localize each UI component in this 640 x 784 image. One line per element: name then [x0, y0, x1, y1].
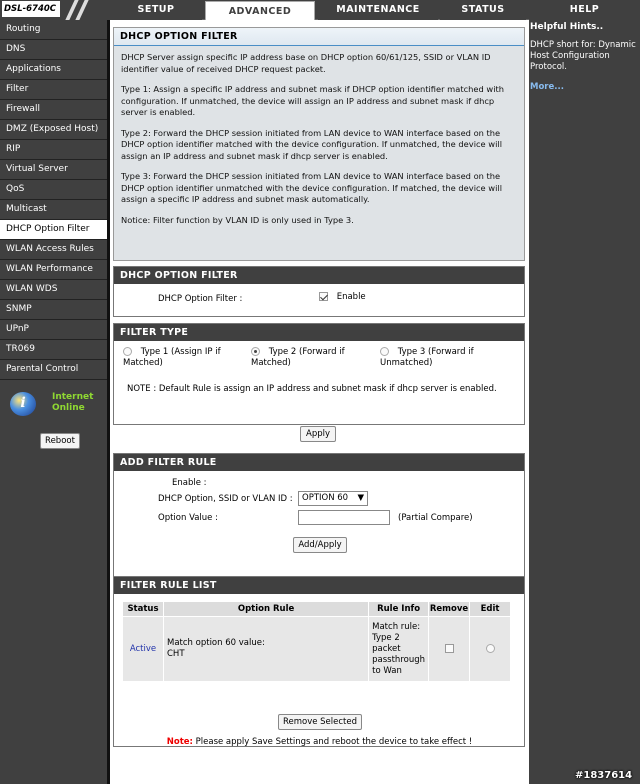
- type3-label: Type 3 (Forward if: [397, 347, 474, 357]
- type2-label: Type 2 (Forward if: [268, 347, 345, 357]
- sidebar-item-dhcp-option-filter[interactable]: DHCP Option Filter: [0, 220, 107, 240]
- filter-enable-text: Enable: [336, 292, 366, 302]
- sidebar: [0, 20, 110, 784]
- intro-panel: [113, 27, 525, 261]
- add-apply-button[interactable]: Add/Apply: [293, 537, 347, 553]
- filter-enable-checkbox[interactable]: [319, 292, 328, 301]
- chevron-down-icon: ▼: [357, 493, 364, 503]
- col-edit: Edit: [470, 602, 510, 616]
- hints-title: Helpful Hints..: [530, 22, 604, 32]
- rule-option-line2: CHT: [167, 649, 185, 659]
- tab-setup[interactable]: SETUP: [110, 0, 202, 20]
- filter-enable-label: DHCP Option Filter :: [158, 294, 243, 304]
- helpful-hints: [529, 20, 640, 784]
- type1-label: Type 1 (Assign IP if: [140, 347, 221, 357]
- sidebar-item-rip[interactable]: RIP: [0, 140, 107, 160]
- col-remove: Remove: [429, 604, 469, 614]
- sidebar-item-applications[interactable]: Applications: [0, 60, 107, 80]
- option-select[interactable]: OPTION 60: [302, 493, 349, 503]
- filter-rule-list-panel: [113, 576, 525, 747]
- apply-button[interactable]: Apply: [300, 426, 336, 442]
- sidebar-item-tr069[interactable]: TR069: [0, 340, 107, 360]
- enable-label: Enable :: [172, 478, 207, 488]
- add-filter-title: ADD FILTER RULE: [114, 454, 524, 471]
- type3-radio[interactable]: [380, 347, 389, 356]
- internet-status-icon: i: [10, 392, 36, 416]
- remove-selected-button[interactable]: Remove Selected: [278, 714, 362, 730]
- main-content: [110, 20, 529, 784]
- note-label: Note:: [166, 737, 193, 747]
- filter-enable-panel: [113, 266, 525, 317]
- rule-status: Active: [123, 617, 163, 681]
- add-filter-panel: [113, 453, 525, 591]
- model-label: DSL-6740C: [2, 1, 60, 17]
- sidebar-item-dmz[interactable]: DMZ (Exposed Host): [0, 120, 107, 140]
- reboot-button[interactable]: Reboot: [40, 433, 80, 449]
- sidebar-item-wlan-performance[interactable]: WLAN Performance: [0, 260, 107, 280]
- sidebar-item-wlan-access-rules[interactable]: WLAN Access Rules: [0, 240, 107, 260]
- footer-note: [110, 737, 529, 747]
- top-nav-bar: [0, 0, 640, 20]
- intro-paragraph: Type 3: Forward the DHCP session initiated from LAN device to WAN interface based on the DHCP option identifier unmatched with the device configuration. If matched, the device will assign a specific IP address and subnet mask automatically.: [121, 171, 503, 204]
- edit-radio[interactable]: [486, 644, 495, 653]
- edit-cell: [470, 617, 510, 681]
- watermark: #1837614: [575, 770, 633, 781]
- filter-type-panel: [113, 323, 525, 425]
- rule-table: [122, 601, 511, 682]
- sidebar-item-upnp[interactable]: UPnP: [0, 320, 107, 340]
- type3-label-2: Unmatched): [380, 358, 433, 368]
- tab-help[interactable]: HELP: [529, 0, 640, 20]
- filter-enable-title: DHCP OPTION FILTER: [114, 267, 524, 284]
- sidebar-item-routing[interactable]: Routing: [0, 20, 107, 40]
- sidebar-item-wlan-wds[interactable]: WLAN WDS: [0, 280, 107, 300]
- sidebar-item-snmp[interactable]: SNMP: [0, 300, 107, 320]
- sidebar-item-dns[interactable]: DNS: [0, 40, 107, 60]
- rule-info: Match rule: Type 2 packet passthrough to Wan: [369, 617, 428, 681]
- intro-paragraph: Type 1: Assign a specific IP address and subnet mask if DHCP option identifier matched with configuration. If unmatched, the device will assign an IP address and subnet mask if dhcp server is enabled.: [121, 84, 505, 117]
- intro-paragraph: Type 2: Forward the DHCP session initiated from LAN device to WAN interface based on the DHCP option identifier matched with the device configuration. If unmatched, the device will assign an IP address and subnet mask if dhcp server is enabled.: [121, 127, 503, 161]
- sidebar-item-multicast[interactable]: Multicast: [0, 200, 107, 220]
- tab-advanced[interactable]: ADVANCED: [205, 1, 315, 21]
- sidebar-item-filter[interactable]: Filter: [0, 80, 107, 100]
- remove-cell: [429, 617, 469, 681]
- filter-type-title: FILTER TYPE: [114, 324, 524, 341]
- filter-rule-list-title: FILTER RULE LIST: [114, 577, 524, 594]
- remove-checkbox[interactable]: [445, 644, 454, 653]
- internet-status: [0, 380, 107, 440]
- hints-more-link[interactable]: More...: [530, 82, 564, 92]
- internet-status-label: Internet Online: [52, 392, 94, 413]
- tab-maintenance[interactable]: MAINTENANCE: [318, 0, 438, 20]
- brand-logo: [0, 0, 110, 20]
- tab-status[interactable]: STATUS: [440, 0, 526, 20]
- intro-paragraph: Notice: Filter function by VLAN ID is only used in Type 3.: [121, 214, 354, 225]
- col-status: Status: [123, 602, 163, 616]
- type1-radio[interactable]: [123, 347, 132, 356]
- sidebar-item-qos[interactable]: QoS: [0, 180, 107, 200]
- col-rule-info: Rule Info: [369, 602, 428, 616]
- rule-option-cell: [164, 617, 368, 681]
- table-row: [123, 617, 510, 681]
- intro-paragraph: DHCP Server assign specific IP address base on DHCP option 60/61/125, SSID or VLAN ID identifier value of received DHCP request packet.: [121, 52, 491, 74]
- intro-title: DHCP OPTION FILTER: [114, 28, 524, 46]
- rule-option-line1: Match option 60 value:: [167, 638, 265, 648]
- type2-radio[interactable]: [251, 347, 260, 356]
- sidebar-item-firewall[interactable]: Firewall: [0, 100, 107, 120]
- option-label: DHCP Option, SSID or VLAN ID :: [158, 494, 293, 504]
- option-value-label: Option Value :: [158, 513, 218, 523]
- note-text: Please apply Save Settings and reboot the device to take effect !: [192, 737, 473, 747]
- filter-type-note: NOTE : Default Rule is assign an IP address and subnet mask if dhcp server is enabled.: [127, 384, 497, 394]
- col-option-rule: Option Rule: [164, 602, 368, 616]
- sidebar-item-virtual-server[interactable]: Virtual Server: [0, 160, 107, 180]
- type2-label-2: Matched): [251, 358, 291, 368]
- type1-label-2: Matched): [123, 358, 163, 368]
- partial-compare-label: (Partial Compare): [398, 513, 473, 523]
- hints-text: DHCP short for: Dynamic Host Configuration Protocol.: [530, 40, 636, 72]
- option-value-input[interactable]: [298, 510, 390, 525]
- sidebar-item-parental-control[interactable]: Parental Control: [0, 360, 107, 380]
